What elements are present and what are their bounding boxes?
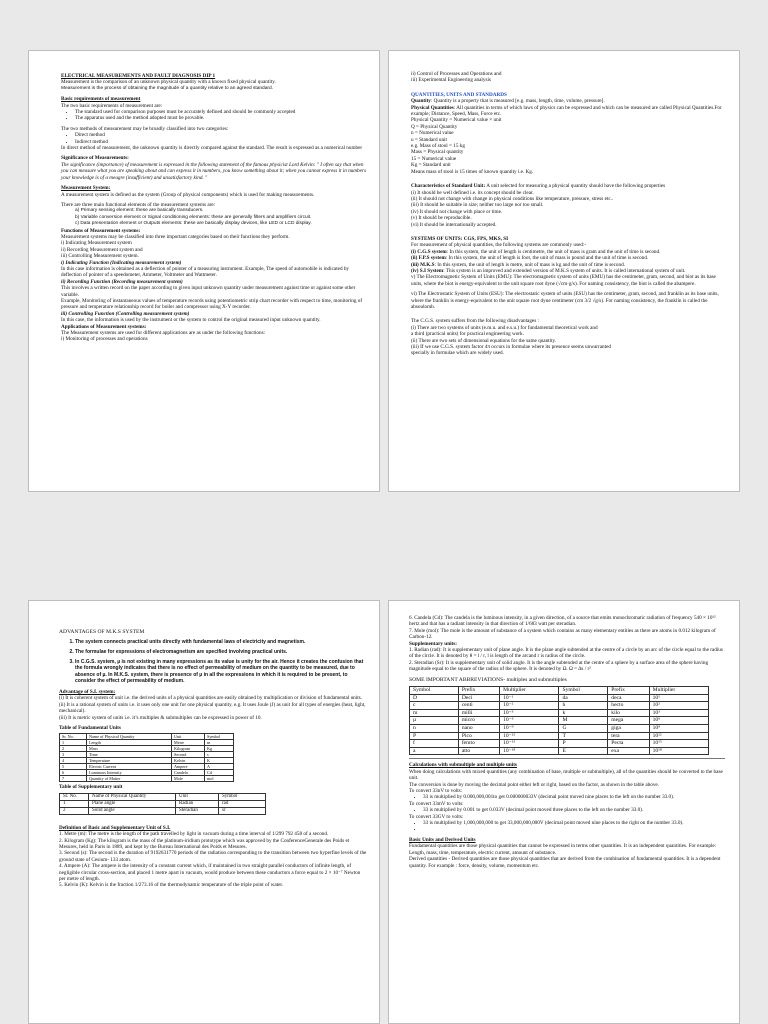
- term-label: (i) C.G.S system: [411, 248, 447, 255]
- table-row: [60, 807, 266, 814]
- term-label: (iv) S.I System: [411, 267, 444, 274]
- list-item: (iii) If we use C.G.S. system factor 4π occurs in formulae where its presence seems unwarranted: [411, 344, 611, 351]
- table-cell: T: [559, 732, 608, 740]
- table-row: [410, 740, 709, 748]
- list-item: • 33 is multiplied by 0.000,000,001to get 0.000000033V (decimal point moved nine places to the left on the number 33.0).: [423, 794, 725, 800]
- equation-line: e.g. Mass of stool = 15 kg: [411, 143, 465, 150]
- table-header-cell: Prefix: [458, 687, 499, 695]
- list-item: ii) Control of Processes and Operations and: [411, 71, 502, 77]
- list-item: b) Variable conversion element or Signal conditioning elements: these are generally filters and amplifiers circuit.: [75, 214, 312, 220]
- document-page-1: [28, 50, 380, 492]
- table-cell: m: [410, 709, 459, 717]
- paragraph: When doing calculations with mixed quantities (any combination of base, multiple or submultiple), all of the quantities should be converted to the base unit.: [409, 768, 723, 782]
- section-heading: i) Indicating Function (Indicating measurement system): [61, 259, 182, 266]
- section-heading: Calculations with submultiple and multiple units: [409, 762, 517, 769]
- table-header-cell: Name of Physical Quantity: [87, 734, 172, 740]
- table-cell: 1: [60, 740, 87, 746]
- table-cell: 2: [60, 807, 89, 814]
- list-item: (iii) It is metric system of units i.e. it’s multiples & submultiples can be expressed in power of 10.: [59, 714, 262, 721]
- table-cell: da: [559, 694, 608, 702]
- table-cell: 6: [60, 770, 87, 776]
- table-cell: 10⁻¹⁵: [500, 740, 559, 748]
- definition-item: 7. Mole (mol): The mole is the amount of substance of a system which contains as many elementary entities as there are atoms in 0.012 kilogram of Carbon-12.: [409, 627, 716, 641]
- table-cell: 3: [60, 752, 87, 758]
- paragraph: Example, Monitoring of instantaneous values of temperature records using potentiometric strip chart recorder with respect to time, monitoring of pressure and temperature relationship record for boiler and compressor using X-Y recorder.: [61, 298, 363, 311]
- table-cell: Plane angle: [89, 800, 176, 807]
- table-cell: 10³: [649, 709, 708, 717]
- table-cell: a: [410, 747, 459, 755]
- paragraph: The conversion is done by moving the decimal point either left or right, based on the factor, as shown in the table above.: [409, 781, 660, 788]
- definition-item: 2. Kilogram (Kg): The kilogram is the mass of the platinum-iridium prototype which was approved by the ConferenceGenerale des Poids et Mesures, held in Paris in 1889, and kept by the Bureau International des Poids et Mesures.: [59, 837, 350, 851]
- table-cell: Mole: [172, 776, 205, 782]
- table-cell: Time: [87, 752, 172, 758]
- table-cell: Pico: [458, 732, 499, 740]
- definition-text: : In this system, the unit of length is centimetre, the unit of mass is gram and the unit of time is second.: [446, 248, 661, 255]
- equation-line: n = Numerical value: [411, 130, 454, 137]
- table-cell: f: [410, 740, 459, 748]
- document-page-4: [388, 600, 740, 1024]
- table-cell: tera: [608, 732, 649, 740]
- table-cell: Candela: [172, 770, 205, 776]
- document-page-3: [28, 600, 380, 1024]
- table-cell: mol: [205, 776, 234, 782]
- paragraph: A unit selected for measuring a physical quantity should have the following properties: [485, 183, 666, 190]
- term-label: (ii) F.P.S system: [411, 255, 446, 262]
- paragraph: v) The Electromagnetic System of Units (EMU): The electromagnetic system of units (EMU) has the centimeter, gram, second, and biot as its base units, where the biot is energy-equivalent to the unit square root dyne (√cm·g/s). For naming consistency, the biot is called the abampere.: [411, 274, 716, 287]
- table-cell: 10¹: [649, 694, 708, 702]
- table-header-cell: Symbol: [559, 687, 608, 695]
- definition-text: : In this system, the unit of length is foot, the unit of mass is pound and the unit of time is second.: [445, 255, 649, 262]
- equation-block: [411, 117, 725, 175]
- paragraph: Measurement is the process of obtaining the magnitude of a quantity relative to an agreed standard.: [61, 85, 273, 91]
- definition-text: : In this system, the unit of length is metre, unit of mass is kg and the unit of time is second.: [434, 261, 625, 268]
- list-item: (iv) It should not change with place or time.: [411, 208, 503, 215]
- section-heading: Basic Units and Derived Units: [409, 836, 476, 843]
- table-cell: 10⁶: [649, 717, 708, 725]
- table-header-cell: Sr. No.: [60, 793, 89, 800]
- table-cell: Metre: [172, 740, 205, 746]
- table-row: [410, 725, 709, 733]
- table-header-cell: Sr. No.: [60, 734, 87, 740]
- list-item: • The apparatus used and the method adopted must be provable.: [75, 115, 367, 121]
- table-cell: 10⁻²: [500, 702, 559, 710]
- equation-line: Mass = Physical quantity: [411, 149, 464, 156]
- list-item: (ii) It should not change with change in physical conditions like temperature, pressure, stress etc..: [411, 195, 614, 202]
- table-row: [60, 800, 266, 807]
- table-cell: sr: [219, 807, 266, 814]
- term-label: Physical Quantities: [411, 104, 454, 111]
- table-header-row: [410, 687, 709, 695]
- table-header-cell: Multiplier: [500, 687, 559, 695]
- equation-line: Kg = Standard unit: [411, 162, 451, 169]
- table-cell: 2: [60, 746, 87, 752]
- document-page-2: [388, 50, 740, 492]
- table-cell: mega: [608, 717, 649, 725]
- table-cell: P: [559, 740, 608, 748]
- table-cell: h: [559, 702, 608, 710]
- table-cell: 10⁻³: [500, 709, 559, 717]
- paragraph: A measurement system is defined as the system (Group of physical components) which is used for making measurements.: [61, 191, 315, 198]
- list-item: (vi) It should be internationally accepted.: [411, 221, 497, 228]
- paragraph: In direct method of measurement, the unknown quantity is directly compared against the standard. The result is expressed as a numerical number: [61, 145, 363, 152]
- paragraph: In this case, the information is used by the instrument or the system to control the original measured input unknown quantity.: [61, 317, 321, 324]
- table-row: [410, 717, 709, 725]
- table-cell: 10⁻¹: [500, 694, 559, 702]
- table-cell: hecto: [608, 702, 649, 710]
- table-cell: Cd: [205, 770, 234, 776]
- table-cell: micro: [458, 717, 499, 725]
- table-row: [410, 702, 709, 710]
- section-heading: Significance of Measurements:: [61, 155, 129, 162]
- section-heading: SOME IMPORTANT ABBREVIATIONS- multiples and submultiples: [409, 676, 567, 683]
- paragraph: The two basic requirements of measurement are:: [61, 102, 163, 109]
- list-item: specially in formulae which are widely used.: [411, 350, 504, 357]
- table-cell: A: [205, 764, 234, 770]
- paragraph: The C.G.S. system suffers from the following disadvantages :: [411, 318, 539, 325]
- section-heading: QUANTITIES, UNITS AND STANDARDS: [411, 91, 507, 98]
- table-cell: G: [559, 725, 608, 733]
- paragraph: The two methods of measurement may be broadly classified into two categories:: [61, 125, 229, 132]
- definition-text: : Quantity is a property that is measured [e.g. mass, length, time, volume, pressure].: [430, 98, 605, 105]
- table-cell: 4: [60, 758, 87, 764]
- definition-item: 1. Radian (rad): It is supplementary unit of plane angle. It is the plane angle subtended at the centre of a circle by an arc of the circle equal to the radius of the circle. It is denoted by θ = l / r, l is length of the arcand r is radius of the circle.: [409, 647, 723, 660]
- table-caption: Table of Supplementary unit: [59, 784, 123, 791]
- table-cell: Steradian: [176, 807, 219, 814]
- section-heading: Functions of Measurement systems:: [61, 227, 141, 234]
- term-label: (iii) M.K.S: [411, 261, 435, 268]
- list-item: 3. In C.G.S. system, µ is not existing in many expressions as its value is unity for the air. Hence it creates the confusion that the formula wrongly indicates that there is no effect of permeability of medium on the quantity to be measured, due to absence of µ. In M.K.S. system, there is presence of µ in all the expressions in which it is required to be present, to consider the effect of permeability of medium.: [75, 659, 367, 685]
- definition-item: 3. Second (s): The second is the duration of 9192631770 periods of the radiation corresponding to the transition between two hyperfine levels of the ground state of Cesium- 133 atom.: [59, 850, 367, 863]
- table-cell: atto: [458, 747, 499, 755]
- bullet-list: [61, 132, 367, 145]
- table-header-cell: Unit: [172, 734, 205, 740]
- paragraph: Derived quantities - Derived quantities are those physical quantities that are derived from the combination of fundamental quantities. It is a dependent quantity. For example : force, density, volume, momentum etc.: [409, 856, 721, 869]
- section-heading: ii) Recording Function (Recording measurement system): [61, 278, 183, 285]
- list-item: c) Data presentation element or Outputs elements: these are basically display devices, like LED or LCD display.: [75, 221, 312, 227]
- table-cell: Luminous Intensity: [87, 770, 172, 776]
- table-cell: 1: [60, 800, 89, 807]
- table-cell: Solid angle: [89, 807, 176, 814]
- definition-item: 4. Ampere (A): The ampere is the intensity of a constant current which, if maintained in two straight parallel conductors of infinite length, of negligible circular cross-section, and placed 1 metre apart in vacuum, would produce between these conductors a force equal to 2 × 10⁻⁷ Newton per metre of length.: [59, 863, 361, 883]
- table-cell: nano: [458, 725, 499, 733]
- supplementary-units-table: [59, 793, 266, 815]
- list-item: a) Primary sensing element: these are basically transducers.: [75, 208, 204, 214]
- list-item: (ii) There are two sets of dimensional equations for the same quantity.: [411, 337, 557, 344]
- table-cell: Ampere: [172, 764, 205, 770]
- list-item: • Direct method: [75, 132, 367, 138]
- section-heading: Characteristics of Standard Unit:: [411, 183, 486, 190]
- list-item: (iii) It should be suitable in size; neither too large nor too small.: [411, 202, 544, 209]
- table-header-cell: Symbol: [219, 793, 266, 800]
- table-cell: exa: [608, 747, 649, 755]
- list-item: • 33 is multiplied by 1,000,000,000 to get 33,000,000,000V (decimal point moved nine places to the right on the number 33.0).: [423, 820, 725, 826]
- table-cell: D: [410, 694, 459, 702]
- section-heading: ADVANTAGES OF M.K.S SYSTEM: [59, 629, 145, 635]
- table-cell: femto: [458, 740, 499, 748]
- table-cell: m: [205, 740, 234, 746]
- term-label: Quantity: [411, 98, 431, 105]
- bullet-list: [409, 820, 725, 833]
- list-item: • 33 is multiplied by 0.001 to get 0.033V (decimal point moved three places to the left on the number 33.0).: [423, 807, 725, 813]
- table-cell: s: [205, 752, 234, 758]
- table-cell: Kelvin: [172, 758, 205, 764]
- equation-line: u = Standard unit: [411, 136, 447, 143]
- table-cell: 10⁻⁹: [500, 725, 559, 733]
- table-cell: c: [410, 702, 459, 710]
- list-item: (i) It should be well defined i.e. its concept should be clear.: [411, 189, 534, 196]
- table-cell: 10⁻⁶: [500, 717, 559, 725]
- table-cell: M: [559, 717, 608, 725]
- table-cell: P: [410, 732, 459, 740]
- table-row: [410, 694, 709, 702]
- elements-list: [61, 208, 367, 227]
- list-item: • Indirect method: [75, 139, 367, 145]
- table-header-cell: Prefix: [608, 687, 649, 695]
- table-cell: Temperature: [87, 758, 172, 764]
- table-cell: Second: [172, 752, 205, 758]
- table-header-cell: Name of Physical Quantity: [89, 793, 176, 800]
- table-cell: rad: [219, 800, 266, 807]
- paragraph: To convert 33mV to volts:: [409, 800, 464, 807]
- table-cell: Radian: [176, 800, 219, 807]
- table-cell: k: [559, 709, 608, 717]
- paragraph: Measurement systems may be classified into three important categories based on their functions they perform.: [61, 233, 290, 240]
- paragraph: The Measurement systems are used for different applications are as under the following functions:: [61, 330, 266, 337]
- definition-item: 2. Steradian (Sr): It is supplementary unit of solid angle. It is the angle subtended at the centre of a sphere by a surface area of the sphere having magnitude equal to the square of the radius of the sphere. It is denoted by Ω. Ω = Δs / r²: [409, 659, 709, 673]
- table-cell: Mass: [87, 746, 172, 752]
- section-heading: Basic requirements of measurement: [61, 96, 141, 103]
- table-cell: 10⁻¹⁸: [500, 747, 559, 755]
- table-cell: giga: [608, 725, 649, 733]
- paragraph: vi) The Electrostatic System of Units (ESU): The electrostatic system of units (ESU) has the centimeter, gram, second, and franklin as its base units, where the franklin is energy-equivalent to the unit square root dyne centimeter (cm 3/2 √g/s). For naming consistency, the franklin is called the absoulomb.: [411, 291, 719, 310]
- section-heading: Supplementary units:: [409, 640, 457, 647]
- fundamental-units-table: [59, 733, 234, 782]
- definition-text: : This system is an improved and extended version of M.K.S system of units. It is called international system of unit.: [443, 267, 686, 274]
- table-cell: 5: [60, 764, 87, 770]
- paragraph: The significance (importance) of measurement is expressed in the following statement of the famous physicist Lord Kelvin: " I often say that when you can measure what you are speaking about and can express it in numbers, you know something about it; when you cannot express it in numbers your knowledge is of a meagre (insufficient) and unsatisfactory kind. ": [61, 161, 366, 181]
- table-cell: 10⁹: [649, 725, 708, 733]
- page-title: ELECTRICAL MEASUREMENTS AND FAULT DIAGNOSIS DIP 1: [61, 73, 216, 79]
- paragraph: This involves a written record on the paper according to given input unknown quantity under measurement against time or against some other variable.: [61, 285, 356, 298]
- table-cell: Pecta: [608, 740, 649, 748]
- list-item: iii) Experimental Engineering analysis: [411, 77, 491, 84]
- table-cell: µ: [410, 717, 459, 725]
- table-header-row: [60, 793, 266, 800]
- paragraph: To convert 33GV to volts:: [409, 813, 464, 820]
- table-cell: Electric Current: [87, 764, 172, 770]
- bullet-list: [61, 109, 367, 122]
- table-cell: n: [410, 725, 459, 733]
- paragraph: To convert 33nV to volts:: [409, 788, 463, 795]
- table-cell: 10²: [649, 702, 708, 710]
- table-cell: 10¹²: [649, 732, 708, 740]
- section-heading: SYSTEMS OF UNITS: CGS, FPS, MKS, SI: [411, 235, 509, 242]
- paragraph: There are three main functional elements of the measurement systems are:: [61, 201, 216, 208]
- prefix-table: [409, 686, 709, 755]
- list-item: (v) It should be reproducible.: [411, 215, 472, 222]
- table-cell: 10⁻¹²: [500, 732, 559, 740]
- section-heading: Advantage of S.I. system:: [59, 688, 116, 695]
- section-heading: Measurement System:: [61, 185, 111, 192]
- list-item: 1. The system connects practical units directly with fundamental laws of electricity and magnetism.: [75, 639, 367, 646]
- table-cell: deca: [608, 694, 649, 702]
- table-cell: 10¹⁸: [649, 747, 708, 755]
- table-row: [410, 732, 709, 740]
- table-row: [60, 776, 234, 782]
- list-item: (i) There are two systems of units (e.m.u. and e.s.u.) for fundamental theoretical work and: [411, 324, 598, 331]
- list-item: ii) Recording Measurement system and: [61, 246, 143, 253]
- section-heading: Applications of Measurement systems:: [61, 323, 147, 330]
- equation-line: 15 = Numerical value: [411, 155, 457, 162]
- list-item: • The standard used for comparison purposes must be accurately defined and should be commonly accepted: [75, 109, 367, 115]
- table-row: [410, 747, 709, 755]
- table-cell: Quantity of Matter: [87, 776, 172, 782]
- list-item: 2. The formulae for expressions of electromagnetism are specified involving practical units.: [75, 649, 367, 656]
- table-cell: E: [559, 747, 608, 755]
- advantages-list: [59, 639, 367, 685]
- table-cell: 7: [60, 776, 87, 782]
- list-item: (i) It is coherent system of unit i.e. the derived units of a physical quantities are easily obtained by multiplication or division of fundamental units.: [59, 695, 362, 702]
- table-cell: K: [205, 758, 234, 764]
- table-header-cell: Multiplier: [649, 687, 708, 695]
- table-cell: Deci: [458, 694, 499, 702]
- table-header-cell: Symbol: [410, 687, 459, 695]
- equation-line: Means mass of stool is 15 times of known quantity i.e. Kg.: [411, 168, 534, 175]
- definition-item: 6. Candela (Cd): The candela is the luminous intensity, in a given direction, of a source that emits monochromatic radiation of frequency 540 × 10¹² hertz and that has a radiant intensity in that direction of 1/683 watt per steradian.: [409, 615, 716, 628]
- paragraph: Measurement is the comparison of an unknown physical quantity with a known fixed physical quantity.: [61, 79, 276, 86]
- table-cell: Length: [87, 740, 172, 746]
- list-item: (ii) It is a rational system of units i.e. it uses only one unit for one physical quantity. e.g. It uses Joule (J) as unit for all types of energies (heat, light, mechanical).: [59, 701, 366, 715]
- table-cell: milli: [458, 709, 499, 717]
- table-header-cell: Symbol: [205, 734, 234, 740]
- list-item: i) Monitoring of processes and operations: [61, 336, 148, 343]
- section-heading: iii) Controlling Function (Controlling measurement system): [61, 310, 190, 317]
- section-heading: Definition of Basic and Supplementary Unit of S.I.: [59, 824, 171, 831]
- list-item: a third (practical units) for practical engineering work.: [411, 331, 524, 338]
- definition-item: 5. Kelvin (K): Kelvin is the fraction 1/273.16 of the thermodynamic temperature of the triple point of water.: [59, 882, 284, 889]
- table-cell: Kg: [205, 746, 234, 752]
- definition-text: : All quantities in terms of which laws of physics can be expressed and which can be measured are called Physical Quantities.For example; Distance, Speed, Mass, Force etc.: [411, 104, 722, 118]
- equation-line: Q = Physical Quantity: [411, 123, 458, 130]
- table-cell: kilo: [608, 709, 649, 717]
- table-caption: Table of Fundamental Units: [59, 725, 121, 731]
- table-cell: Kilogram: [172, 746, 205, 752]
- paragraph: Fundamental quantities are those physical quantities that cannot be expressed in terms other quantities. It is an independent quantities. For example: Length, mass, time, temperature, electric current, amount of substance.: [409, 843, 717, 856]
- list-item: i) Indicating Measurement system: [61, 240, 132, 247]
- table-row: [410, 709, 709, 717]
- list-item: iii) Controlling Measurement system.: [61, 253, 139, 260]
- paragraph: For measurement of physical quantities, the following systems are commonly used:-: [411, 242, 587, 249]
- paragraph: In this case information is obtained as a deflection of pointer of a measuring instrument. Example, The speed of automobile is indicated by deflection of pointer of a speedometer, Ammeter, Voltmeter and Wattmeter.: [61, 265, 350, 279]
- definition-item: 1. Metre (m): The metre is the length of the path travelled by light in vacuum during a time interval of 1/299 792 458 of a second.: [59, 831, 329, 838]
- table-cell: centi: [458, 702, 499, 710]
- table-header-cell: Unit: [176, 793, 219, 800]
- divider: [409, 758, 725, 759]
- equation-line: Physical Quantity = Numerical value × unit: [411, 117, 502, 124]
- table-cell: 10¹⁵: [649, 740, 708, 748]
